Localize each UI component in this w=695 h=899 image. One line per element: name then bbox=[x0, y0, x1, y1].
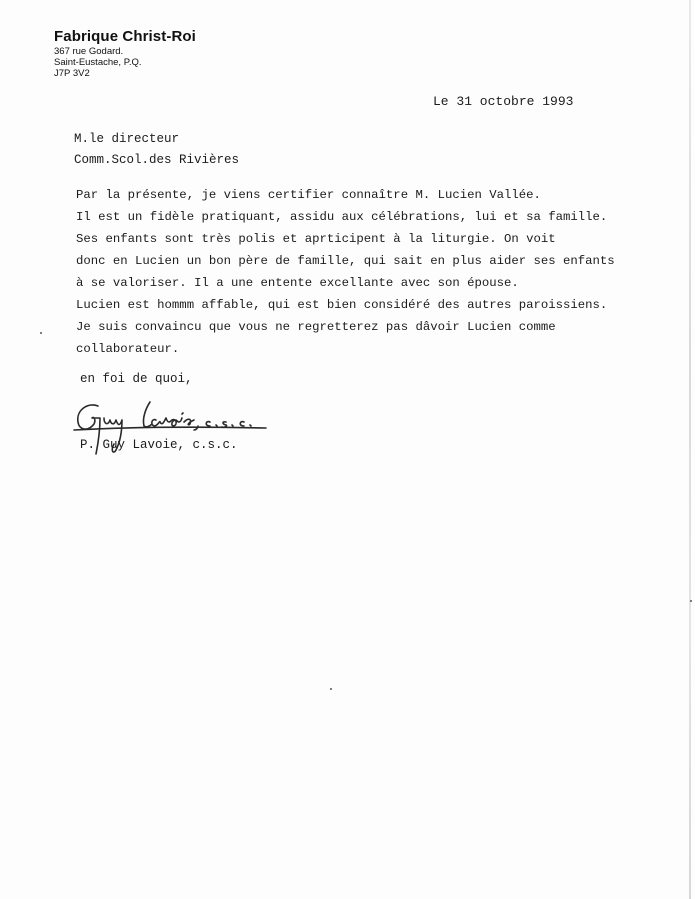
body-line: Lucien est hommm affable, qui est bien considéré des autres paroissiens. bbox=[76, 298, 608, 312]
address-line-street: 367 rue Godard. bbox=[54, 46, 124, 57]
address-line-city: Saint-Eustache, P.Q. bbox=[54, 57, 142, 68]
body-line: à se valoriser. Il a une entente excellante avec son épouse. bbox=[76, 276, 519, 290]
letterhead bbox=[54, 28, 196, 79]
signer-name: P. Guy Lavoie, c.s.c. bbox=[80, 438, 238, 452]
address-line-postal: J7P 3V2 bbox=[54, 68, 90, 79]
scan-speck bbox=[40, 332, 42, 334]
closing-phrase: en foi de quoi, bbox=[80, 372, 193, 386]
body-line: Je suis convaincu que vous ne regretterez pas dâvoir Lucien comme bbox=[76, 320, 556, 334]
body-line: donc en Lucien un bon père de famille, qui sait en plus aider ses enfants bbox=[76, 254, 615, 268]
letter-body bbox=[76, 184, 615, 360]
scan-speck bbox=[690, 600, 692, 602]
body-line: Par la présente, je viens certifier connaître M. Lucien Vallée. bbox=[76, 188, 541, 202]
addressee-block bbox=[74, 129, 239, 171]
scan-speck bbox=[330, 688, 332, 690]
body-line: Il est un fidèle pratiquant, assidu aux célébrations, lui et sa famille. bbox=[76, 210, 608, 224]
body-line: Ses enfants sont très polis et aprticipent à la liturgie. On voit bbox=[76, 232, 556, 246]
body-line: collaborateur. bbox=[76, 342, 180, 356]
letter-date: Le 31 octobre 1993 bbox=[433, 94, 574, 109]
organization-name: Fabrique Christ-Roi bbox=[54, 28, 196, 45]
addressee-title: M.le directeur bbox=[74, 132, 180, 146]
scan-edge bbox=[689, 0, 691, 899]
addressee-organization: Comm.Scol.des Rivières bbox=[74, 153, 240, 167]
